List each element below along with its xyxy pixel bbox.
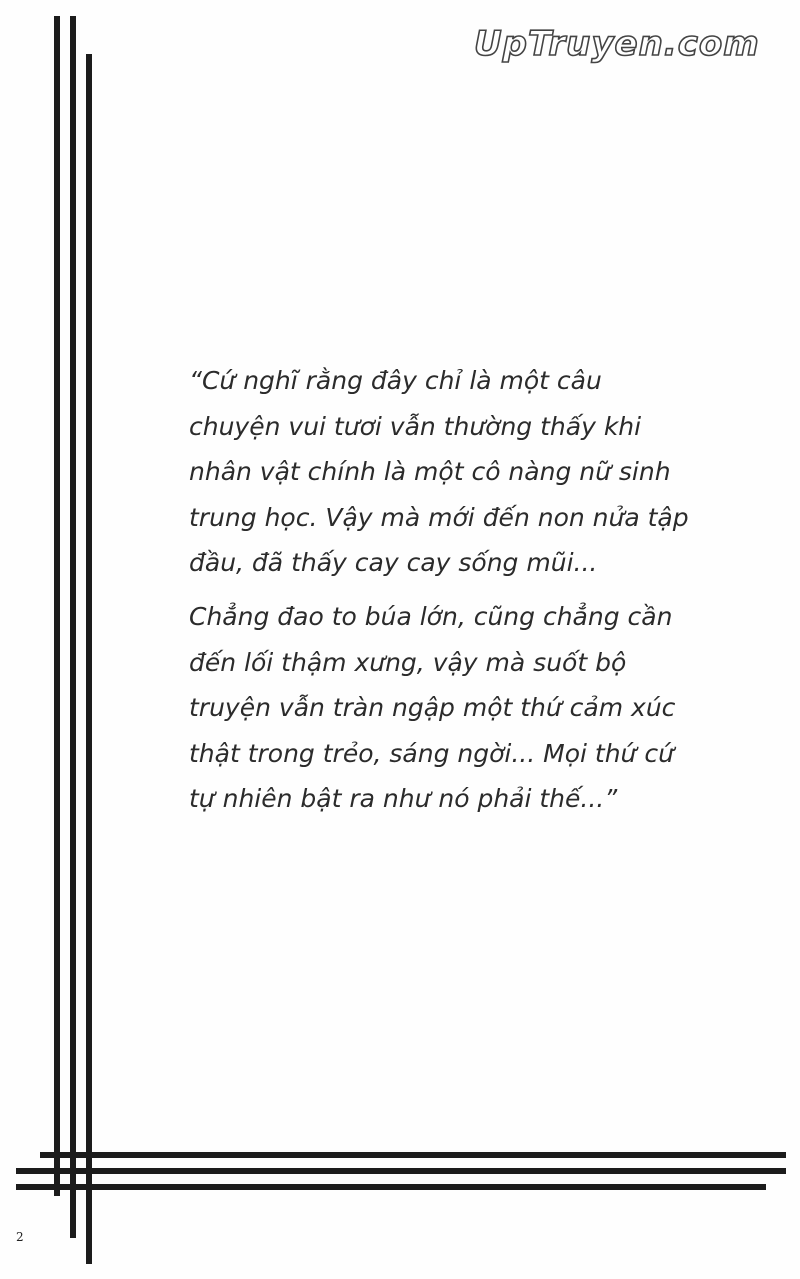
quote-line: tự nhiên bật ra như nó phải thế...” [189, 784, 618, 814]
quote-paragraph-2 [189, 594, 676, 822]
frame-vertical-line-3 [86, 54, 92, 1264]
quote-line: truyện vẫn tràn ngập một thứ cảm xúc [189, 693, 676, 723]
quote-line: thật trong trẻo, sáng ngời... Mọi thứ cứ [189, 738, 674, 768]
quote-line: “Cứ nghĩ rằng đây chỉ là một câu [189, 366, 602, 395]
site-watermark: UpTruyen.com [474, 24, 760, 64]
quote-line: nhân vật chính là một cô nàng nữ sinh [189, 457, 671, 487]
frame-vertical-line-1 [54, 16, 60, 1196]
quote-block [189, 358, 689, 822]
quote-line: đến lối thậm xưng, vậy mà suốt bộ [189, 647, 627, 677]
page-number: 2 [16, 1230, 24, 1244]
quote-line: trung học. Vậy mà mới đến non nửa tập [189, 502, 689, 532]
frame-vertical-line-2 [70, 16, 76, 1238]
quote-paragraph-1 [189, 358, 689, 586]
quote-line: Chẳng đao to búa lớn, cũng chẳng cần [189, 601, 673, 631]
frame-horizontal-line-2 [16, 1168, 786, 1174]
quote-line: chuyện vui tươi vẫn thường thấy khi [189, 411, 642, 441]
quote-line: đầu, đã thấy cay cay sống mũi... [189, 548, 598, 578]
frame-horizontal-line-1 [40, 1152, 786, 1158]
frame-horizontal-line-3 [16, 1184, 766, 1190]
